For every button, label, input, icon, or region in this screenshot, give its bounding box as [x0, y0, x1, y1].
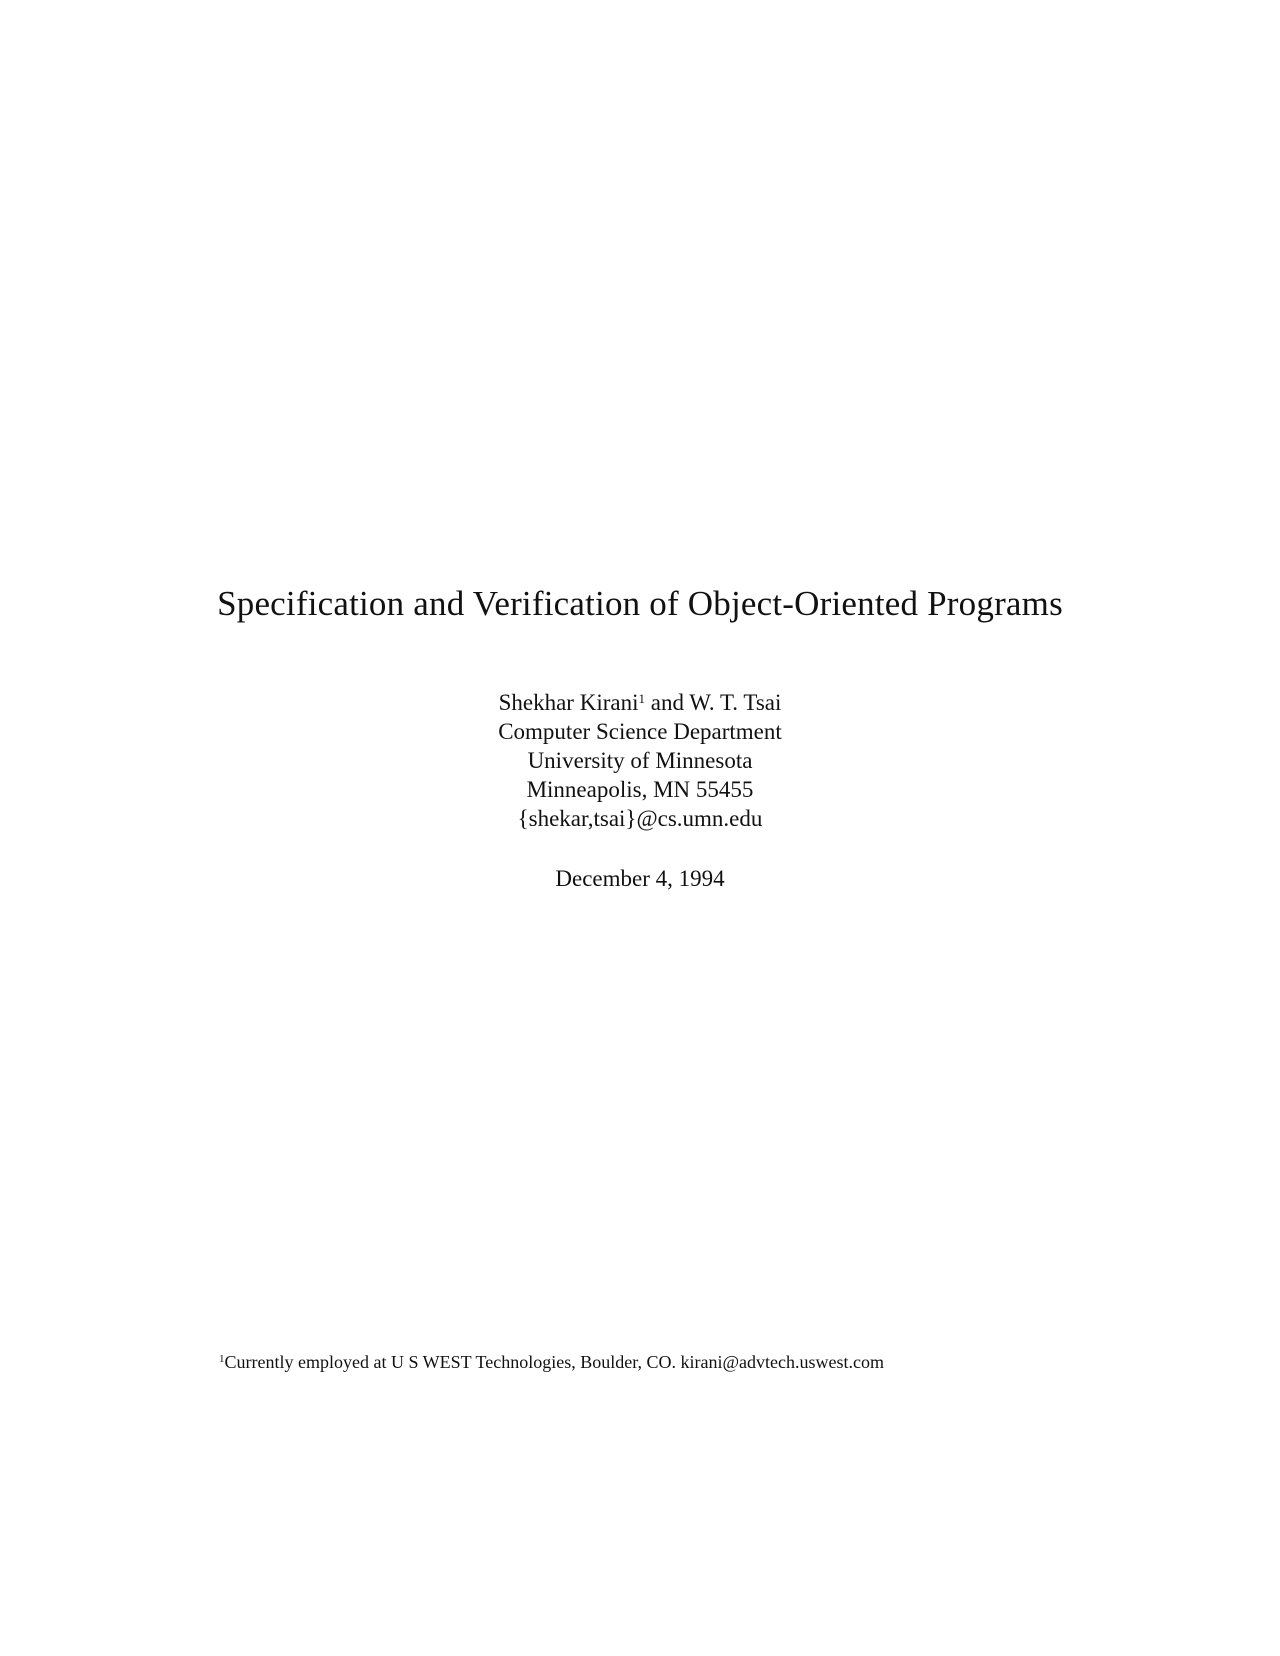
paper-title: Specification and Verification of Object-Oriented Programs: [217, 584, 1063, 623]
author-names: [0, 688, 1280, 717]
footnote-mark: 1: [219, 1353, 225, 1365]
author-email: {shekar,tsai}@cs.umn.edu: [517, 806, 763, 831]
paper-date: December 4, 1994: [555, 866, 725, 891]
author-university: University of Minnesota: [527, 748, 753, 773]
author-first-name: Shekhar Kirani: [498, 690, 639, 715]
author-rest-names: and W. T. Tsai: [644, 690, 782, 715]
footnote-text: Currently employed at U S WEST Technologies, Boulder, CO. kirani@advtech.uswest.com: [224, 1352, 884, 1372]
author-block: [0, 688, 1280, 833]
author-department: Computer Science Department: [498, 719, 782, 744]
footnote: [219, 1350, 884, 1374]
author-footnote-mark: 1: [638, 691, 645, 706]
author-location: Minneapolis, MN 55455: [526, 777, 754, 802]
